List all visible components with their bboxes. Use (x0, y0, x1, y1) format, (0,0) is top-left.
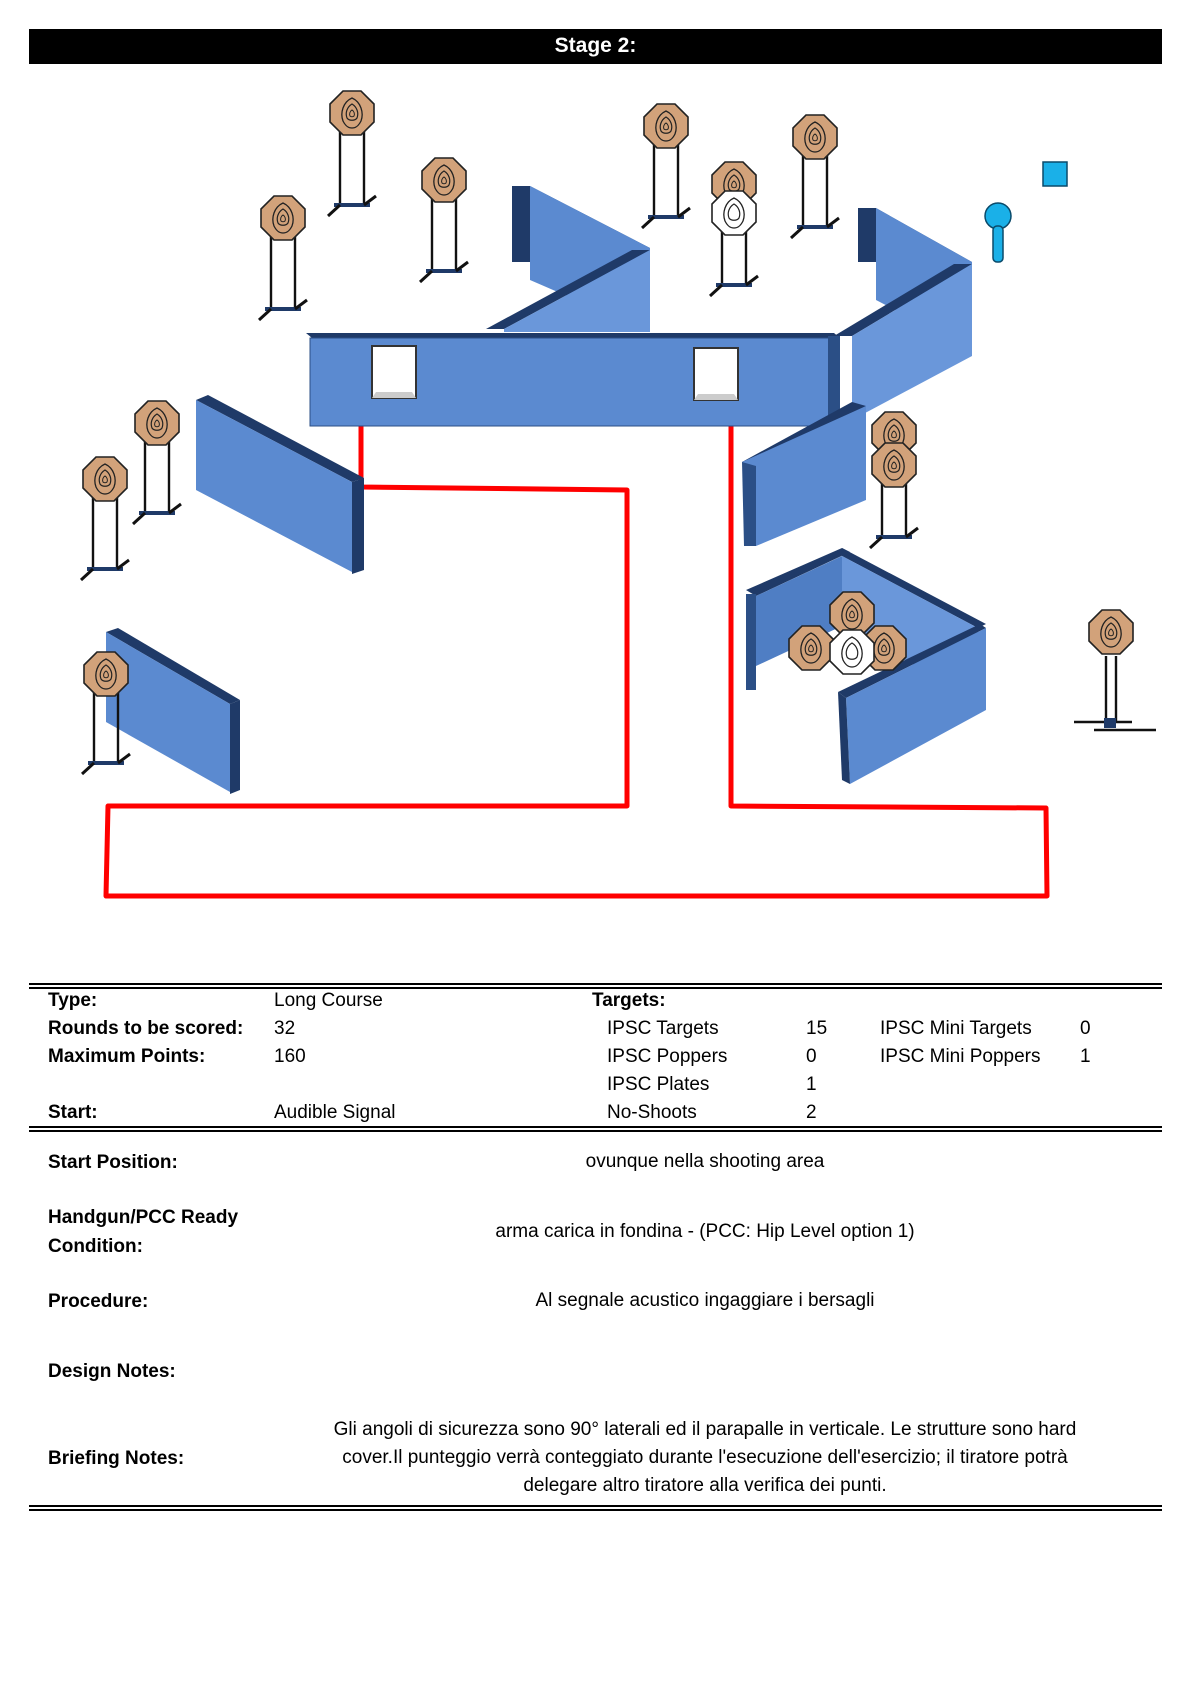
briefing-bottom-rule (29, 1505, 1162, 1511)
type-value: Long Course (274, 990, 383, 1011)
briefing-notes-line: delegare altro tiratore alla verifica dei punti. (523, 1475, 887, 1496)
procedure-label: Procedure: (48, 1291, 149, 1312)
target-count: 15 (806, 1018, 828, 1039)
rounds-value: 32 (274, 1018, 296, 1039)
target-icon (642, 104, 690, 228)
target-icon (870, 412, 918, 548)
design-notes-label: Design Notes: (48, 1361, 176, 1382)
target-icon (791, 115, 839, 238)
target-icon (328, 91, 376, 216)
target-name: IPSC Poppers (607, 1046, 728, 1067)
ready-condition-label: Handgun/PCC Ready (48, 1207, 239, 1228)
target-icon (81, 457, 129, 580)
target-icon (710, 162, 758, 296)
wall-icon (834, 208, 972, 420)
popper-icon (1074, 610, 1156, 730)
specs-top-rule (29, 983, 1162, 989)
target-count: 0 (806, 1046, 817, 1067)
stage-title: Stage 2: (29, 29, 1162, 62)
max-points-value: 160 (274, 1046, 306, 1067)
max-points-label: Maximum Points: (48, 1046, 206, 1067)
briefing-notes-label: Briefing Notes: (48, 1448, 185, 1469)
briefing-notes-line: Gli angoli di sicurezza sono 90° laterali ed il parapalle in verticale. Le strutture sono hard (333, 1419, 1077, 1440)
mini-target-name: IPSC Mini Poppers (880, 1046, 1041, 1067)
ready-condition-value: arma carica in fondina - (PCC: Hip Level option 1) (495, 1221, 915, 1242)
rounds-label: Rounds to be scored: (48, 1018, 244, 1039)
targets-label: Targets: (592, 990, 666, 1011)
target-icon (133, 401, 181, 524)
start-position-value: ovunque nella shooting area (585, 1151, 825, 1172)
target-name: No-Shoots (607, 1102, 697, 1123)
target-name: IPSC Targets (607, 1018, 719, 1039)
start-position-label: Start Position: (48, 1152, 178, 1173)
type-label: Type: (48, 990, 98, 1011)
start-value: Audible Signal (274, 1102, 396, 1123)
target-count: 1 (806, 1074, 817, 1095)
start-label: Start: (48, 1102, 98, 1123)
mini-target-count: 1 (1080, 1046, 1091, 1067)
wall-icon (486, 186, 650, 332)
plate-icon (985, 162, 1067, 262)
target-icon (420, 158, 468, 282)
target-name: IPSC Plates (607, 1074, 710, 1095)
mini-target-name: IPSC Mini Targets (880, 1018, 1032, 1039)
specs-bottom-rule (29, 1126, 1162, 1132)
wall-icon (106, 628, 240, 794)
wall-icon (306, 333, 840, 426)
ready-condition-label-2: Condition: (48, 1236, 143, 1257)
briefing-notes-line: cover.Il punteggio verrà conteggiato durante l'esecuzione dell'esercizio; il tiratore potrà (342, 1447, 1068, 1468)
target-count: 2 (806, 1102, 817, 1123)
procedure-value: Al segnale acustico ingaggiare i bersagli (535, 1290, 875, 1311)
target-icon (259, 196, 307, 320)
mini-target-count: 0 (1080, 1018, 1091, 1039)
